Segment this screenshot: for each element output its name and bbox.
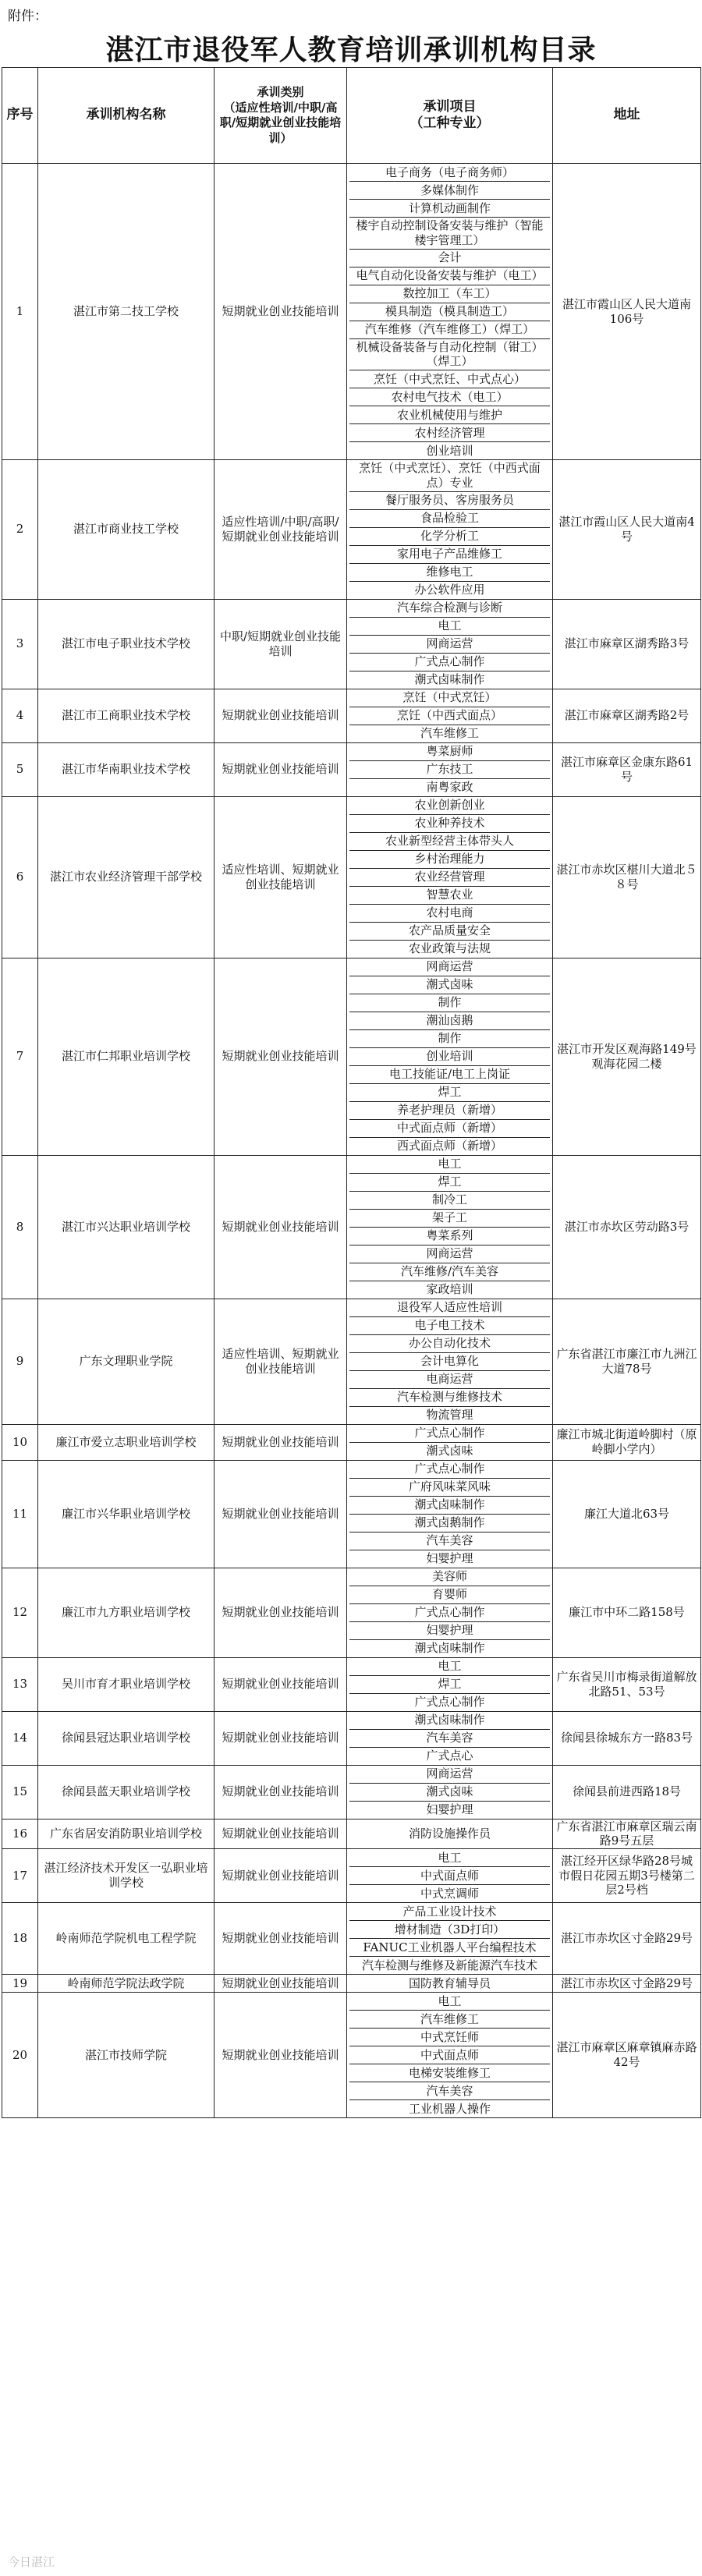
address: 湛江市霞山区人民大道南4号 [553, 460, 701, 600]
institution-name: 廉江市兴华职业培训学校 [38, 1460, 214, 1568]
header-items-text: 承训项目 （工种专业） [410, 98, 490, 131]
address: 湛江市麻章区麻章镇麻赤路42号 [553, 1993, 701, 2118]
items-list [349, 1156, 550, 1299]
training-item: 国防教育辅导员 [408, 1975, 491, 1990]
training-item: 数控加工（车工） [349, 285, 550, 303]
training-type: 适应性培训、短期就业创业技能培训 [214, 796, 347, 958]
training-items [347, 1993, 553, 2118]
row-number: 18 [2, 1903, 38, 1975]
training-items [347, 742, 553, 796]
address: 湛江市赤坎区椹川大道北５８号 [553, 796, 701, 958]
institution-name: 湛江市华南职业技术学校 [38, 742, 214, 796]
row-number: 19 [2, 1975, 38, 1993]
table-row [2, 1424, 701, 1460]
training-items [347, 1819, 553, 1849]
header-address: 地址 [553, 68, 701, 164]
items-list [349, 1903, 550, 1974]
training-item: 妇婴护理 [349, 1622, 550, 1640]
training-item: 烹饪（中西式面点） [349, 707, 550, 725]
training-item: 农业政策与法规 [408, 941, 491, 956]
training-items [347, 1155, 553, 1299]
training-items [347, 1568, 553, 1657]
training-item: 电梯安装维修工 [349, 2064, 550, 2082]
training-item: 汽车维修（汽车维修工）（焊工） [349, 321, 550, 339]
training-item: 餐厅服务员、客房服务员 [349, 492, 550, 510]
training-item: 育婴师 [349, 1586, 550, 1604]
training-item: 潮式卤味 [349, 1784, 550, 1802]
row-number: 10 [2, 1424, 38, 1460]
address: 徐闻县徐城东方一路83号 [553, 1711, 701, 1765]
training-item: 中式面点师 [349, 1867, 550, 1885]
training-item: 汽车维修工 [349, 2011, 550, 2029]
row-number: 7 [2, 958, 38, 1155]
training-type: 短期就业创业技能培训 [214, 164, 347, 460]
row-number: 20 [2, 1993, 38, 2118]
table-row [2, 1711, 701, 1765]
institution-name: 广东省居安消防职业培训学校 [38, 1819, 214, 1849]
training-type: 短期就业创业技能培训 [214, 1903, 347, 1975]
training-items [347, 1765, 553, 1819]
items-list [349, 743, 550, 796]
training-item: 网商运营 [349, 1766, 550, 1784]
training-items [347, 1460, 553, 1568]
training-items [347, 796, 553, 958]
training-item: 计算机动画制作 [349, 200, 550, 218]
items-list [349, 1849, 550, 1902]
training-item: 增材制造（3D打印） [349, 1921, 550, 1939]
items-list [349, 1461, 550, 1568]
address: 湛江市开发区观海路149号观海花园二楼 [553, 958, 701, 1155]
training-type: 短期就业创业技能培训 [214, 958, 347, 1155]
training-item: 电气自动化设备安装与维护（电工） [349, 268, 550, 285]
training-item: 焊工 [349, 1174, 550, 1192]
training-item: 化学分析工 [349, 528, 550, 546]
training-items [347, 1975, 553, 1993]
training-item: 焊工 [349, 1676, 550, 1694]
training-item: 网商运营 [349, 958, 550, 976]
table-row [2, 1765, 701, 1819]
training-item: 农业经营管理 [349, 869, 550, 887]
training-item: 电工 [349, 1849, 550, 1867]
items-list [349, 689, 550, 742]
items-list [349, 1658, 550, 1711]
training-type: 短期就业创业技能培训 [214, 1975, 347, 1993]
attachment-label: 附件： [8, 9, 48, 24]
row-number: 13 [2, 1657, 38, 1711]
training-type: 短期就业创业技能培训 [214, 1155, 347, 1299]
row-number: 14 [2, 1711, 38, 1765]
table-row [2, 1460, 701, 1568]
training-type: 短期就业创业技能培训 [214, 1993, 347, 2118]
training-item: 农村电气技术（电工） [349, 388, 550, 406]
table-row [2, 1299, 701, 1424]
header-row [2, 68, 701, 164]
training-item: 潮式卤味制作 [349, 1497, 550, 1515]
row-number: 9 [2, 1299, 38, 1424]
training-item: 潮式卤味 [426, 1444, 473, 1458]
training-type: 短期就业创业技能培训 [214, 1849, 347, 1903]
training-item: 创业培训 [349, 1048, 550, 1066]
training-item: 农业新型经营主体带头人 [349, 833, 550, 851]
items-list [349, 797, 550, 958]
training-item: 楼宇自动控制设备安装与维护（智能楼宇管理工） [349, 218, 550, 250]
training-item: 维修电工 [349, 564, 550, 582]
training-item: 汽车维修/汽车美容 [349, 1263, 550, 1281]
address: 湛江市赤坎区寸金路29号 [553, 1903, 701, 1975]
table-row [2, 1819, 701, 1849]
training-item: 办公软件应用 [414, 583, 485, 597]
row-number: 16 [2, 1819, 38, 1849]
table-row [2, 599, 701, 689]
institution-name: 廉江市爱立志职业培训学校 [38, 1424, 214, 1460]
address: 湛江市麻章区湖秀路2号 [553, 689, 701, 742]
training-item: 烹饪（中式烹饪、中式点心） [349, 370, 550, 388]
training-item: 工业机器人操作 [408, 2101, 491, 2116]
training-item: 美容师 [349, 1568, 550, 1586]
table-row [2, 460, 701, 600]
items-list [349, 1975, 550, 1992]
training-item: 汽车美容 [349, 2082, 550, 2100]
training-items [347, 460, 553, 600]
institution-name: 湛江市仁邦职业培训学校 [38, 958, 214, 1155]
training-item: 制作 [349, 1030, 550, 1048]
address: 湛江市麻章区湖秀路3号 [553, 599, 701, 689]
items-list [349, 460, 550, 599]
training-item: 潮式卤鹅制作 [349, 1515, 550, 1532]
institution-name: 徐闻县冠达职业培训学校 [38, 1711, 214, 1765]
training-item: 会计 [349, 250, 550, 268]
watermark: 今日湛江 [8, 2555, 55, 2569]
training-item: 电工技能证/电工上岗证 [349, 1066, 550, 1084]
training-item: 农业机械使用与维护 [349, 406, 550, 424]
training-item: 中式面点师 [349, 2046, 550, 2064]
training-item: 农产品质量安全 [349, 923, 550, 941]
training-item: 粤菜厨师 [349, 743, 550, 761]
training-item: 会计电算化 [349, 1353, 550, 1371]
training-type: 短期就业创业技能培训 [214, 1819, 347, 1849]
institution-name: 吴川市育才职业培训学校 [38, 1657, 214, 1711]
items-list [349, 1766, 550, 1819]
row-number: 17 [2, 1849, 38, 1903]
table-row [2, 164, 701, 460]
training-item: 电商运营 [349, 1371, 550, 1389]
training-type: 中职/短期就业创业技能培训 [214, 599, 347, 689]
table-row [2, 796, 701, 958]
training-item: 家用电子产品维修工 [349, 546, 550, 564]
training-type: 短期就业创业技能培训 [214, 689, 347, 742]
training-item: 农业种养技术 [349, 815, 550, 833]
row-number: 4 [2, 689, 38, 742]
training-item: 潮式卤味制作 [414, 672, 485, 687]
institution-name: 湛江市技师学院 [38, 1993, 214, 2118]
training-item: 广式点心制作 [349, 1425, 550, 1443]
row-number: 6 [2, 796, 38, 958]
training-item: 农村经济管理 [349, 424, 550, 442]
training-items [347, 1711, 553, 1765]
training-item: 汽车美容 [349, 1730, 550, 1748]
training-item: 电工 [349, 1156, 550, 1174]
address: 廉江市城北街道岭脚村（原岭脚小学内） [553, 1424, 701, 1460]
training-item: 办公自动化技术 [349, 1335, 550, 1353]
training-item: 广式点心 [426, 1749, 473, 1763]
training-item: 潮汕卤鹅 [349, 1012, 550, 1030]
training-items [347, 1299, 553, 1424]
training-item: 家政培训 [426, 1282, 473, 1297]
directory-table [2, 67, 701, 2118]
address: 广东省湛江市麻章区瑞云南路9号五层 [553, 1819, 701, 1849]
training-item: 广式点心制作 [349, 1461, 550, 1479]
training-item: 物流管理 [426, 1408, 473, 1423]
training-item: 潮式卤味 [349, 976, 550, 994]
training-item: 广东技工 [349, 761, 550, 779]
training-item: 网商运营 [349, 1245, 550, 1263]
training-item: 电工 [349, 1993, 550, 2011]
training-type: 短期就业创业技能培训 [214, 1765, 347, 1819]
institution-name: 湛江市农业经济管理干部学校 [38, 796, 214, 958]
row-number: 5 [2, 742, 38, 796]
institution-name: 湛江市兴达职业培训学校 [38, 1155, 214, 1299]
table-body [2, 164, 701, 2118]
training-item: 电子商务（电子商务师） [349, 164, 550, 182]
training-item: 潮式卤味制作 [349, 1712, 550, 1730]
training-items [347, 689, 553, 742]
training-items [347, 1903, 553, 1975]
institution-name: 广东文理职业学院 [38, 1299, 214, 1424]
training-item: 制冷工 [349, 1192, 550, 1210]
training-items [347, 958, 553, 1155]
address: 广东省吴川市梅录街道解放北路51、53号 [553, 1657, 701, 1711]
training-item: 模具制造（模具制造工） [349, 303, 550, 321]
training-item: 食品检验工 [349, 510, 550, 528]
header-no: 序号 [2, 68, 38, 164]
training-item: 中式面点师（新增） [349, 1120, 550, 1138]
training-item: 汽车美容 [349, 1532, 550, 1550]
training-item: 养老护理员（新增） [349, 1102, 550, 1120]
training-item: 创业培训 [426, 443, 473, 458]
table-row [2, 1975, 701, 1993]
address: 湛江经开区绿华路28号城市假日花园五期3号楼第二层2号档 [553, 1849, 701, 1903]
table-row [2, 958, 701, 1155]
training-type: 短期就业创业技能培训 [214, 1568, 347, 1657]
items-list [349, 1993, 550, 2117]
items-list [349, 600, 550, 689]
address: 广东省湛江市廉江市九洲江大道78号 [553, 1299, 701, 1424]
table-row [2, 1903, 701, 1975]
row-number: 12 [2, 1568, 38, 1657]
training-item: 退役军人适应性培训 [349, 1299, 550, 1317]
row-number: 2 [2, 460, 38, 600]
items-list [349, 958, 550, 1155]
training-type: 适应性培训/中职/高职/短期就业创业技能培训 [214, 460, 347, 600]
training-item: 电工 [349, 618, 550, 636]
address: 湛江市麻章区金康东路61号 [553, 742, 701, 796]
training-item: 妇婴护理 [426, 1551, 473, 1566]
table-row [2, 1155, 701, 1299]
training-item: 潮式卤味制作 [414, 1641, 485, 1656]
training-item: 汽车维修工 [420, 726, 479, 741]
training-item: 产品工业设计技术 [349, 1903, 550, 1921]
training-item: 南粤家政 [426, 780, 473, 795]
items-list [349, 1425, 550, 1460]
training-item: 粤菜系列 [349, 1228, 550, 1245]
header-items [347, 68, 553, 164]
institution-name: 湛江市工商职业技术学校 [38, 689, 214, 742]
institution-name: 岭南师范学院法政学院 [38, 1975, 214, 1993]
training-type: 短期就业创业技能培训 [214, 1460, 347, 1568]
header-type [214, 68, 347, 164]
institution-name: 湛江市第二技工学校 [38, 164, 214, 460]
institution-name: 湛江市商业技工学校 [38, 460, 214, 600]
training-item: 智慧农业 [349, 887, 550, 905]
training-item: 多媒体制作 [349, 182, 550, 200]
items-list [349, 1712, 550, 1765]
training-items [347, 1657, 553, 1711]
row-number: 3 [2, 599, 38, 689]
page-title: 湛江市退役军人教育培训承训机构目录 [105, 34, 597, 66]
training-item: 广式点心制作 [349, 654, 550, 671]
institution-name: 岭南师范学院机电工程学院 [38, 1903, 214, 1975]
training-item: 农业创新创业 [349, 797, 550, 815]
training-item: 架子工 [349, 1210, 550, 1228]
row-number: 8 [2, 1155, 38, 1299]
header-type-text: 承训类别 （适应性培训/中职/高职/短期就业创业技能培训） [219, 85, 342, 145]
training-item: 中式烹调师 [420, 1886, 479, 1901]
address: 廉江大道北63号 [553, 1460, 701, 1568]
institution-name: 徐闻县蓝天职业培训学校 [38, 1765, 214, 1819]
items-list [349, 1568, 550, 1657]
training-item: 电工 [349, 1658, 550, 1676]
row-number: 15 [2, 1765, 38, 1819]
table-row [2, 1568, 701, 1657]
training-item: 消防设施操作员 [408, 1826, 491, 1841]
institution-name: 廉江市九方职业培训学校 [38, 1568, 214, 1657]
training-items [347, 1424, 553, 1460]
address: 徐闻县前进西路18号 [553, 1765, 701, 1819]
training-type: 适应性培训、短期就业创业技能培训 [214, 1299, 347, 1424]
training-item: 广式点心制作 [414, 1695, 485, 1710]
training-type: 短期就业创业技能培训 [214, 1711, 347, 1765]
training-item: 广式点心制作 [349, 1604, 550, 1622]
training-type: 短期就业创业技能培训 [214, 1657, 347, 1711]
training-item: 汽车检测与维修技术 [349, 1389, 550, 1407]
training-item: 电子电工技术 [349, 1317, 550, 1335]
training-item: FANUC工业机器人平台编程技术 [349, 1939, 550, 1957]
header-name: 承训机构名称 [38, 68, 214, 164]
training-item: 汽车综合检测与诊断 [349, 600, 550, 618]
items-list [349, 1299, 550, 1424]
table-row [2, 1993, 701, 2118]
training-type: 短期就业创业技能培训 [214, 1424, 347, 1460]
address: 湛江市赤坎区寸金路29号 [553, 1975, 701, 1993]
table-row [2, 742, 701, 796]
training-item: 焊工 [349, 1084, 550, 1102]
institution-name: 湛江经济技术开发区一弘职业培训学校 [38, 1849, 214, 1903]
training-items [347, 599, 553, 689]
training-item: 广府风味菜风味 [349, 1479, 550, 1497]
training-item: 农村电商 [349, 905, 550, 923]
table-row [2, 1849, 701, 1903]
row-number: 11 [2, 1460, 38, 1568]
training-item: 烹饪（中式烹饪） [349, 689, 550, 707]
training-item: 中式烹饪师 [349, 2029, 550, 2046]
items-list [349, 1819, 550, 1849]
address: 廉江市中环二路158号 [553, 1568, 701, 1657]
training-item: 机械设备装备与自动化控制（钳工）（焊工） [349, 339, 550, 371]
training-items [347, 164, 553, 460]
training-item: 乡村治理能力 [349, 851, 550, 869]
training-items [347, 1849, 553, 1903]
row-number: 1 [2, 164, 38, 460]
training-item: 汽车检测与维修及新能源汽车技术 [361, 1958, 537, 1972]
training-item: 西式面点师（新增） [396, 1139, 502, 1153]
training-type: 短期就业创业技能培训 [214, 742, 347, 796]
training-item: 烹饪（中式烹饪）、烹饪（中西式面点）专业 [349, 460, 550, 492]
table-row [2, 1657, 701, 1711]
address: 湛江市赤坎区劳动路3号 [553, 1155, 701, 1299]
table-row [2, 689, 701, 742]
address: 湛江市霞山区人民大道南106号 [553, 164, 701, 460]
training-item: 妇婴护理 [426, 1802, 473, 1817]
training-item: 制作 [349, 994, 550, 1012]
items-list [349, 164, 550, 459]
training-item: 网商运营 [349, 636, 550, 654]
institution-name: 湛江市电子职业技术学校 [38, 599, 214, 689]
